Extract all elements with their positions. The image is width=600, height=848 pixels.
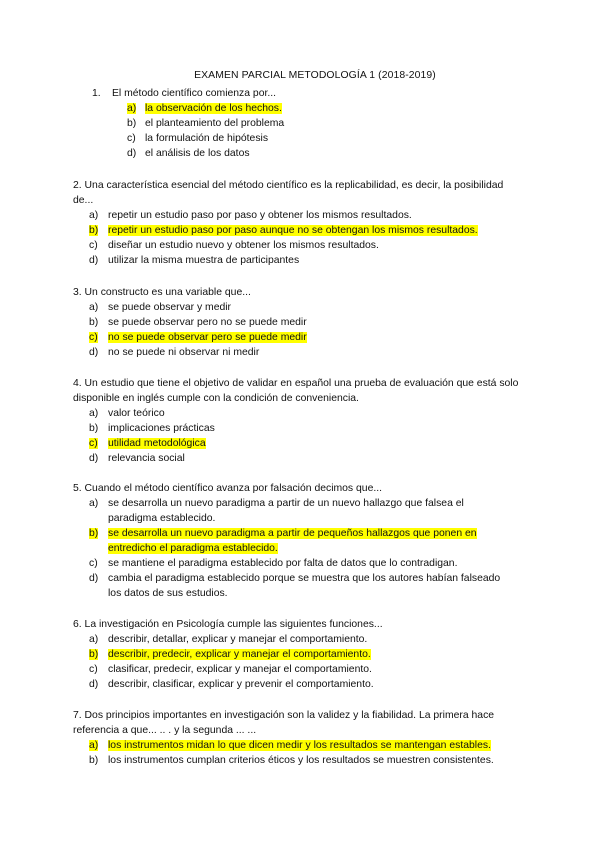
option-text: clasificar, predecir, explicar y manejar el comportamiento. bbox=[108, 664, 372, 675]
option-c: c) se mantiene el paradigma establecido por falta de datos que lo contradigan. bbox=[73, 556, 513, 571]
option-b: b) se puede observar pero no se puede medir bbox=[73, 315, 513, 330]
option-a: a) los instrumentos midan lo que dicen medir y los resultados se mantengan estables. bbox=[89, 740, 491, 751]
option-text: la formulación de hipótesis bbox=[145, 133, 269, 144]
option-b: b) repetir un estudio paso por paso aunque no se obtengan los mismos resultados. bbox=[89, 225, 478, 236]
option-d: d) el análisis de los datos bbox=[92, 146, 532, 161]
option-text: describir, predecir, explicar y manejar el comportamiento. bbox=[108, 649, 371, 660]
option-c: c) clasificar, predecir, explicar y manejar el comportamiento. bbox=[73, 662, 513, 677]
option-a: a) la observación de los hechos. bbox=[127, 103, 282, 114]
option-list bbox=[73, 738, 523, 768]
option-text: los instrumentos cumplan criterios éticos y los resultados se muestren consistentes. bbox=[108, 755, 494, 766]
option-b: b) implicaciones prácticas bbox=[73, 421, 519, 436]
question-text: 2. Una característica esencial del método científico es la replicabilidad, es decir, la posibilidad de... bbox=[73, 180, 504, 206]
option-c: c) la formulación de hipótesis bbox=[92, 131, 532, 146]
option-text: se mantiene el paradigma establecido por falta de datos que lo contradigan. bbox=[108, 558, 458, 569]
option-a: a) describir, detallar, explicar y manejar el comportamiento. bbox=[73, 632, 513, 647]
question-1 bbox=[92, 86, 532, 161]
option-text: los instrumentos midan lo que dicen medir y los resultados se mantengan estables. bbox=[108, 740, 491, 751]
option-b: b) describir, predecir, explicar y manejar el comportamiento. bbox=[89, 649, 371, 660]
option-a: a) se desarrolla un nuevo paradigma a partir de un nuevo hallazgo que falsea el paradigma establecido. bbox=[73, 496, 513, 526]
question-text: 5. Cuando el método científico avanza por falsación decimos que... bbox=[73, 483, 383, 494]
option-d: d) describir, clasificar, explicar y prevenir el comportamiento. bbox=[73, 677, 513, 692]
question-4 bbox=[73, 376, 519, 466]
option-text: se puede observar pero no se puede medir bbox=[108, 317, 307, 328]
option-text: la observación de los hechos. bbox=[145, 103, 282, 114]
question-text: 3. Un constructo es una variable que... bbox=[73, 287, 251, 298]
question-text: 4. Un estudio que tiene el objetivo de validar en español una prueba de evaluación que está solo disponible en inglés cumple con la condición de conveniencia. bbox=[73, 378, 519, 404]
option-list bbox=[92, 101, 532, 161]
option-a: a) repetir un estudio paso por paso y obtener los mismos resultados. bbox=[73, 208, 518, 223]
option-text: se desarrolla un nuevo paradigma a partir de pequeños hallazgos que ponen en entredicho el paradigma establecido. bbox=[108, 528, 477, 554]
option-text: no se puede ni observar ni medir bbox=[108, 347, 260, 358]
option-b: b) se desarrolla un nuevo paradigma a partir de pequeños hallazgos que ponen en entredicho el paradigma establecido. bbox=[89, 528, 477, 554]
question-text: 6. La investigación en Psicología cumple las siguientes funciones... bbox=[73, 619, 383, 630]
option-a: a) valor teórico bbox=[73, 406, 519, 421]
exam-title: EXAMEN PARCIAL METODOLOGÍA 1 (2018-2019) bbox=[194, 70, 436, 81]
option-b: b) los instrumentos cumplan criterios éticos y los resultados se muestren consistentes. bbox=[73, 753, 523, 768]
option-d: d) relevancia social bbox=[73, 451, 519, 466]
option-d: d) cambia el paradigma establecido porque se muestra que los autores habían falseado los datos de sus estudios. bbox=[73, 571, 513, 601]
question-3 bbox=[73, 285, 513, 360]
option-a: a) se puede observar y medir bbox=[73, 300, 513, 315]
option-c: c) diseñar un estudio nuevo y obtener los mismos resultados. bbox=[73, 238, 518, 253]
option-c: c) utilidad metodológica bbox=[89, 438, 206, 449]
option-list bbox=[73, 406, 519, 466]
option-text: relevancia social bbox=[108, 453, 185, 464]
option-text: utilizar la misma muestra de participantes bbox=[108, 255, 300, 266]
option-text: implicaciones prácticas bbox=[108, 423, 215, 434]
option-text: repetir un estudio paso por paso y obtener los mismos resultados. bbox=[108, 210, 412, 221]
option-text: describir, clasificar, explicar y prevenir el comportamiento. bbox=[108, 679, 374, 690]
option-text: el planteamiento del problema bbox=[145, 118, 285, 129]
option-list bbox=[73, 208, 518, 268]
option-d: d) utilizar la misma muestra de participantes bbox=[73, 253, 518, 268]
option-d: d) no se puede ni observar ni medir bbox=[73, 345, 513, 360]
option-text: valor teórico bbox=[108, 408, 165, 419]
question-7 bbox=[73, 708, 523, 768]
option-list bbox=[73, 632, 513, 692]
option-text: utilidad metodológica bbox=[108, 438, 206, 449]
option-text: cambia el paradigma establecido porque se muestra que los autores habían falseado los datos de sus estudios. bbox=[108, 573, 501, 599]
option-c: c) no se puede observar pero se puede medir bbox=[89, 332, 307, 343]
option-text: no se puede observar pero se puede medir bbox=[108, 332, 307, 343]
question-2 bbox=[73, 178, 518, 268]
option-text: se desarrolla un nuevo paradigma a partir de un nuevo hallazgo que falsea el paradigma establecido. bbox=[108, 498, 464, 524]
option-list bbox=[73, 496, 513, 601]
question-6 bbox=[73, 617, 513, 692]
option-text: diseñar un estudio nuevo y obtener los mismos resultados. bbox=[108, 240, 379, 251]
question-5 bbox=[73, 481, 513, 601]
option-text: describir, detallar, explicar y manejar el comportamiento. bbox=[108, 634, 368, 645]
question-text: El método científico comienza por... bbox=[112, 88, 277, 99]
option-list bbox=[73, 300, 513, 360]
option-text: repetir un estudio paso por paso aunque no se obtengan los mismos resultados. bbox=[108, 225, 478, 236]
question-text: 7. Dos principios importantes en investigación son la validez y la fiabilidad. La primera hace referencia a que... .. . y la segunda ... ... bbox=[73, 710, 495, 736]
option-text: el análisis de los datos bbox=[145, 148, 250, 159]
option-b: b) el planteamiento del problema bbox=[92, 116, 532, 131]
question-number: 1. bbox=[92, 88, 101, 99]
option-text: se puede observar y medir bbox=[108, 302, 232, 313]
